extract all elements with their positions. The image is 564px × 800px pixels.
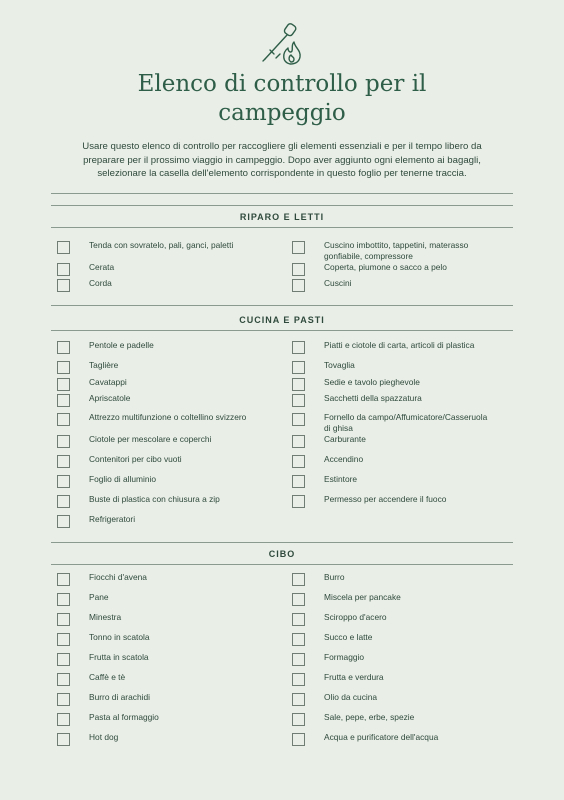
checklist-item-label: Contenitori per cibo vuoti [89,454,182,464]
checkbox[interactable] [292,378,305,391]
checklist-item-label: Burro [324,572,345,582]
checklist-item-label: Foglio di alluminio [89,474,157,484]
checklist-item-label: Sale, pepe, erbe, spezie [324,712,415,722]
checkbox[interactable] [292,713,305,726]
section-title: CUCINA E PASTI [239,315,325,325]
checkbox[interactable] [292,693,305,706]
checkbox[interactable] [292,455,305,468]
checkbox[interactable] [57,413,70,426]
checklist-item-label: Refrigeratori [89,514,136,524]
title-line-1: Elenco di controllo per il [137,71,427,97]
checklist-item-label: Coperta, piumone o sacco a pelo [324,262,447,272]
checklist-item-label: Ciotole per mescolare e coperchi [89,434,212,444]
checkbox[interactable] [57,593,70,606]
checkbox[interactable] [292,241,305,254]
checklist-item-label: Accendino [324,454,364,464]
section-bottom-rule [51,227,513,228]
checklist-item-label: Piatti e ciotole di carta, articoli di plastica [324,340,475,350]
checkbox[interactable] [57,241,70,254]
checklist-item-label: Permesso per accendere il fuoco [324,494,447,504]
checklist-item-label: Cerata [89,262,115,272]
checklist-item-label: Fiocchi d'avena [89,572,147,582]
section-title: RIPARO E LETTI [239,212,325,222]
checklist-item-label: Estintore [324,474,358,484]
checklist-item-label: Tenda con sovratelo, pali, ganci, paletti [89,240,234,250]
checkbox[interactable] [57,435,70,448]
checkbox[interactable] [57,653,70,666]
checkbox[interactable] [292,435,305,448]
checkbox[interactable] [292,613,305,626]
checkbox[interactable] [292,633,305,646]
checkbox[interactable] [292,413,305,426]
checklist-item-label: Tonno in scatola [89,632,150,642]
checkbox[interactable] [57,673,70,686]
checklist-item-label: Frutta e verdura [324,672,384,682]
checklist-item-label: Acqua e purificatore dell'acqua [324,732,439,742]
checkbox[interactable] [57,475,70,488]
checkbox[interactable] [292,475,305,488]
checkbox[interactable] [57,613,70,626]
checkbox[interactable] [292,263,305,276]
section-bottom-rule [51,330,513,331]
title-line-2: campeggio [218,100,346,126]
checkbox[interactable] [292,341,305,354]
checkbox[interactable] [57,279,70,292]
checkbox[interactable] [292,573,305,586]
checklist-item-label: Tovaglia [324,360,355,370]
checklist-item-label: Miscela per pancake [324,592,401,602]
checkbox[interactable] [57,341,70,354]
checklist-item-label: Fornello da campo/Affumicatore/Casseruola di ghisa [324,412,488,433]
checkbox[interactable] [57,361,70,374]
checklist-item-label: Frutta in scatola [89,652,149,662]
checklist-item-label: Apriscatole [89,393,131,403]
checklist-item-label: Minestra [89,612,122,622]
page-title [0,70,564,128]
checkbox[interactable] [57,378,70,391]
section-top-rule [51,542,513,543]
checkbox[interactable] [57,713,70,726]
checklist-item-label: Cuscino imbottito, tappetini, materasso gonfiabile, compressore [324,240,469,261]
checkbox[interactable] [292,653,305,666]
checklist-item-label: Sciroppo d'acero [324,612,387,622]
checklist-item-label: Sedie e tavolo pieghevole [324,377,420,387]
checkbox[interactable] [57,515,70,528]
checklist-item-label: Pentole e padelle [89,340,154,350]
checklist-item-label: Caffè e tè [89,672,126,682]
section-bottom-rule [51,564,513,565]
checklist-item-label: Olio da cucina [324,692,378,702]
checklist-item-label: Carburante [324,434,366,444]
checkbox[interactable] [292,495,305,508]
marshmallow-campfire-icon [260,18,308,70]
section-title: CIBO [268,549,296,559]
checkbox[interactable] [292,593,305,606]
checklist-item-label: Pane [89,592,109,602]
checkbox[interactable] [57,733,70,746]
checkbox[interactable] [57,573,70,586]
checkbox[interactable] [57,495,70,508]
section-top-rule [51,205,513,206]
section-top-rule [51,305,513,306]
checklist-item-label: Pasta al formaggio [89,712,159,722]
checklist-item-label: Corda [89,278,112,288]
checklist-item-label: Formaggio [324,652,365,662]
checklist-item-label: Taglière [89,360,119,370]
checkbox[interactable] [57,633,70,646]
checklist-item-label: Sacchetti della spazzatura [324,393,422,403]
checkbox[interactable] [292,394,305,407]
checklist-item-label: Hot dog [89,732,119,742]
checkbox[interactable] [292,361,305,374]
intro-text: Usare questo elenco di controllo per raccogliere gli elementi essenziali e per il tempo libero da preparare per il prossimo viaggio in campeggio. Dopo aver aggiunto ogni elemento ai bagagli, selezionare la casella dell'elemento corrispondente in questo foglio per tenerne traccia. [82,141,482,179]
checkbox[interactable] [57,263,70,276]
checkbox[interactable] [292,279,305,292]
section-top-rule [51,193,513,194]
checkbox[interactable] [57,693,70,706]
checklist-item-label: Succo e latte [324,632,373,642]
checklist-item-label: Burro di arachidi [89,692,150,702]
checkbox[interactable] [292,673,305,686]
checkbox[interactable] [292,733,305,746]
checklist-item-label: Cavatappi [89,377,127,387]
checklist-item-label: Attrezzo multifunzione o coltellino svizzero [89,412,247,422]
checkbox[interactable] [57,455,70,468]
checklist-item-label: Cuscini [324,278,352,288]
checkbox[interactable] [57,394,70,407]
checklist-item-label: Buste di plastica con chiusura a zip [89,494,220,504]
